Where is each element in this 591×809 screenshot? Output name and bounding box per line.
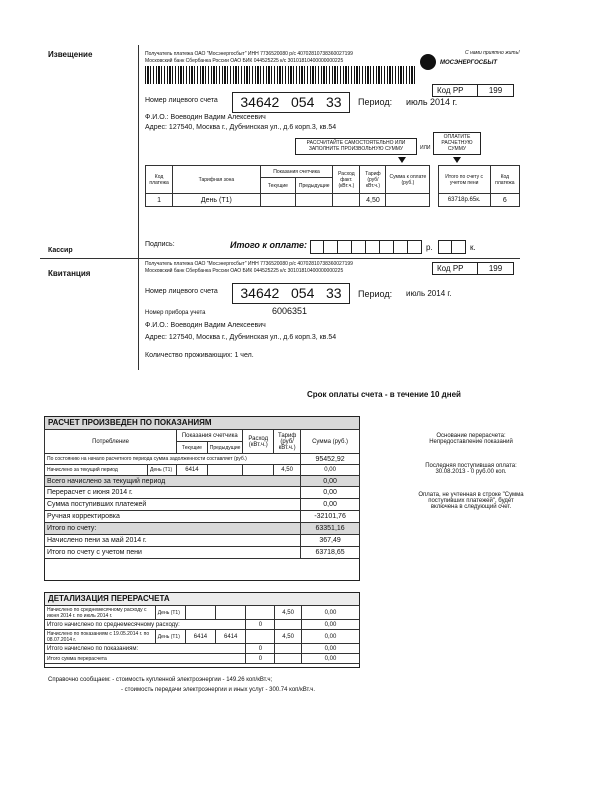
payment-due: Срок оплаты счета - в течение 10 дней [307, 390, 461, 399]
kod-rr-value: 199 [488, 86, 503, 95]
period-label: Период: [358, 97, 393, 107]
cell: 63718р.65к. [438, 194, 490, 207]
payee-line-1: Получатель платежа ОАО "Мосэнергосбыт" ИНН 7736520080 р/с 40702810738360027199 [145, 261, 353, 267]
row-label: Всего начислено за текущий период [45, 476, 301, 487]
last-payment: Последняя поступившая оплата: 30.08.2013 - 0 руб.00 коп. [425, 463, 517, 475]
account-number: 34642 054 33 [232, 283, 350, 304]
row-consumption: 0 [246, 654, 275, 664]
period-value: июль 2014 г. [406, 97, 458, 107]
account-number: 34642 054 33 [232, 92, 350, 113]
meter-number: 6006351 [272, 306, 308, 316]
row-sum: 0,00 [301, 630, 359, 644]
signature-label: Подпись: [145, 241, 175, 248]
table-row [45, 511, 360, 523]
col-header: Итого по счету с учетом пени [438, 166, 490, 194]
row-label: Ручная корректировка [45, 511, 301, 523]
barcode [145, 66, 415, 84]
table-row [45, 465, 360, 476]
kod-rr-label: Код РР [433, 263, 478, 274]
kod-rr-box [432, 262, 514, 275]
col-header: Тариф (руб/ кВт.ч.) [274, 430, 301, 454]
table-row [45, 499, 360, 511]
kop-label: к. [470, 243, 476, 252]
row-label: Итого начислено по показаниям: [45, 644, 246, 654]
arrow-down-icon [453, 157, 461, 163]
col-header: Код платежа [146, 166, 173, 194]
arrow-down-icon [398, 157, 406, 163]
col-header: Расход факт. (кВт.ч.) [333, 166, 360, 194]
row-current: 6414 [185, 630, 215, 644]
table-row [45, 547, 360, 559]
col-header: Потребление [45, 430, 177, 454]
company-logo [420, 50, 520, 72]
row-sum: 0,00 [301, 606, 359, 620]
meter-label: Номер прибора учета [145, 310, 206, 316]
pay-calculated-box: ОПЛАТИТЕ РАСЧЕТНУЮ СУММУ [433, 132, 481, 155]
col-header: Предыдущие [207, 442, 243, 454]
notice-table [145, 165, 520, 207]
rub-label: р. [426, 243, 433, 252]
table-row [45, 606, 360, 620]
kod-rr-box [432, 84, 514, 97]
row-label: По состоянию на начало расчетного периода сумма задолженности составляет (руб.) [45, 454, 301, 465]
notice-label: Извещение [48, 50, 93, 59]
row-sum: 0,00 [301, 476, 360, 487]
period-value: июль 2014 г. [406, 289, 452, 298]
row-tariff: 4,50 [274, 465, 301, 476]
row-sum: -32101,76 [301, 511, 360, 523]
row-tariff: 4,50 [275, 606, 302, 620]
payment-note: Оплата, не учтенная в строке "Сумма поступивших платежей", будет включена в следующий счет. [418, 492, 524, 510]
row-label: Начислено по показаниям с 19.05.2014 г. по 08.07.2014 г. [45, 630, 156, 644]
payee-line-2: Московский банк Сбербанка России ОАО БИК 044525225 к/с 30101810400000000225 [145, 268, 344, 274]
col-header: Сумма к оплате (руб.) [386, 166, 430, 194]
recalc-reason: Основание перерасчета: Непредоставление показаний [429, 433, 513, 445]
total-to-pay-label: Итого к оплате: [230, 240, 307, 250]
cell: 4,50 [360, 194, 386, 207]
cell: День (Т1) [173, 194, 261, 207]
row-sum: 63351,16 [301, 523, 360, 535]
col-header: Код платежа [490, 166, 519, 194]
payer-name: Ф.И.О.: Воеводин Вадим Алексеевич [145, 322, 266, 329]
row-zone: День (Т1) [155, 606, 185, 620]
table-row [45, 654, 360, 664]
period-label: Период: [358, 289, 393, 299]
or-label: ИЛИ [420, 145, 431, 151]
col-header: Текущие [260, 178, 295, 194]
col-header: Сумма (руб.) [301, 430, 360, 454]
receipt-label: Квитанция [48, 269, 91, 278]
input-cell[interactable] [260, 194, 295, 207]
col-header: Показания счетчика [260, 166, 333, 178]
col-header: Показания счетчика [177, 430, 243, 442]
payer-name: Ф.И.О.: Воеводин Вадим Алексеевич [145, 114, 266, 121]
row-zone: День (Т1) [148, 465, 177, 476]
table-row [45, 454, 360, 465]
kop-boxes[interactable] [438, 240, 466, 254]
payer-address: Адрес: 127540, Москва г., Дубнинская ул., д.6 корп.3, кв.54 [145, 334, 337, 341]
row-label: Итого по счету с учетом пени [45, 547, 301, 559]
kod-rr-value: 199 [488, 264, 503, 273]
residents-count: Количество проживающих: 1 чел. [145, 352, 254, 359]
row-label: Итого начислено по среднемесячному расходу: [45, 620, 246, 630]
table-row [45, 630, 360, 644]
row-consumption: 0 [246, 644, 275, 654]
table-row [146, 194, 520, 207]
row-label: Начислено по среднемесячному расходу с июня 2014 г. по июль 2014 г. [45, 606, 156, 620]
cell: 1 [146, 194, 173, 207]
table-row [45, 476, 360, 487]
row-label: Перерасчет с июня 2014 г. [45, 487, 301, 499]
table-row [45, 487, 360, 499]
payee-line-1: Получатель платежа ОАО "Мосэнергосбыт" ИНН 7736520080 р/с 40702810738360027199 [145, 51, 353, 57]
row-sum: 0,00 [301, 465, 360, 476]
logo-tagline: С нами приятно жить! [465, 50, 520, 56]
cell: 6 [490, 194, 519, 207]
logo-emblem-icon [420, 54, 436, 70]
calc-title: РАСЧЕТ ПРОИЗВЕДЕН ПО ПОКАЗАНИЯМ [45, 417, 359, 429]
input-cell[interactable] [333, 194, 360, 207]
input-cell[interactable] [296, 194, 333, 207]
row-sum: 63718,65 [301, 547, 360, 559]
input-cell[interactable] [386, 194, 430, 207]
detail-title: ДЕТАЛИЗАЦИЯ ПЕРЕРАСЧЕТА [45, 593, 359, 605]
detail-table [44, 605, 360, 664]
table-row [45, 523, 360, 535]
rub-boxes[interactable] [310, 240, 422, 254]
col-header: Тарифная зона [173, 166, 261, 194]
table-row [45, 644, 360, 654]
divider-horizontal [40, 258, 520, 259]
row-sum: 0,00 [301, 654, 359, 664]
col-header: Расход (кВт.ч.) [243, 430, 274, 454]
kod-rr-label: Код РР [433, 85, 478, 96]
row-sum: 95452,92 [301, 454, 360, 465]
row-label: Итого по счету: [45, 523, 301, 535]
row-consumption: 0 [246, 620, 275, 630]
row-previous: 6414 [216, 630, 246, 644]
self-calc-box: РАССЧИТАЙТЕ САМОСТОЯТЕЛЬНО ИЛИ ЗАПОЛНИТЕ ПРОИЗВОЛЬНУЮ СУММУ [295, 138, 417, 155]
spacer [430, 166, 438, 194]
calc-table [44, 429, 360, 559]
row-current: 6414 [177, 465, 208, 476]
col-header: Тариф (руб/ кВт.ч.) [360, 166, 386, 194]
col-header: Текущие [177, 442, 208, 454]
row-sum: 367,49 [301, 535, 360, 547]
info-line-2: - стоимость передачи электроэнергии и иных услуг - 300.74 коп/кВт.ч. [121, 687, 316, 693]
table-row [45, 535, 360, 547]
divider-vertical [138, 45, 139, 370]
col-header: Предыдущие [296, 178, 333, 194]
spacer [430, 194, 438, 207]
row-sum: 0,00 [301, 644, 359, 654]
info-line-1: Справочно сообщаем: - стоимость купленной электроэнергии - 149.26 коп/кВт.ч; [48, 677, 273, 683]
payer-address: Адрес: 127540, Москва г., Дубнинская ул., д.6 корп.3, кв.54 [145, 124, 337, 131]
row-label: Начислено за текущий период [45, 465, 148, 476]
row-sum: 0,00 [301, 620, 359, 630]
cashier-label: Кассир [48, 247, 73, 254]
logo-text: МОСЭНЕРГОСБЫТ [440, 60, 498, 66]
row-sum: 0,00 [301, 487, 360, 499]
account-label: Номер лицевого счета [145, 288, 218, 295]
row-label: Сумма поступивших платежей [45, 499, 301, 511]
row-sum: 0,00 [301, 499, 360, 511]
row-label: Начислено пени за май 2014 г. [45, 535, 301, 547]
payee-line-2: Московский банк Сбербанка России ОАО БИК 044525225 к/с 30101810400000000225 [145, 58, 344, 64]
account-label: Номер лицевого счета [145, 97, 218, 104]
row-zone: День (Т1) [155, 630, 185, 644]
row-tariff: 4,50 [275, 630, 302, 644]
row-label: Итого сумма перерасчета [45, 654, 246, 664]
table-row [45, 620, 360, 630]
